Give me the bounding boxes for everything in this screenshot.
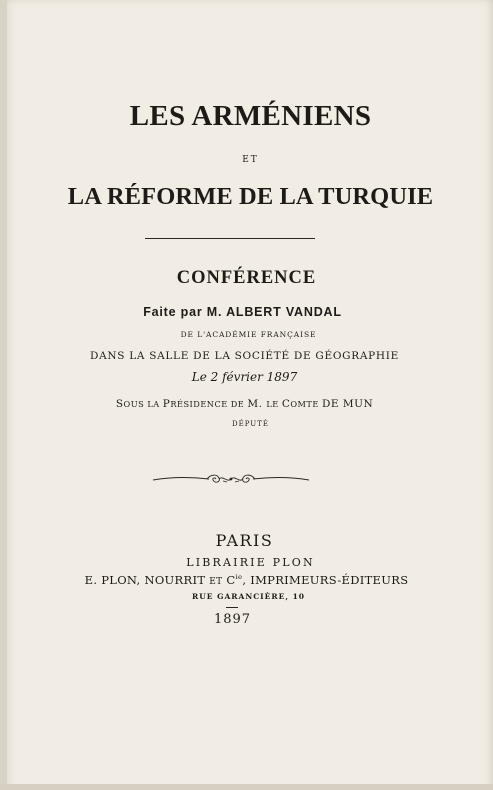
presidency-part: S bbox=[115, 398, 124, 410]
printers-part: C bbox=[222, 573, 236, 587]
imprint-address: RUE GARANCIÈRE, 10 bbox=[191, 592, 306, 601]
presidency-part: DE MUN bbox=[321, 398, 374, 410]
imprint-printers bbox=[0, 573, 493, 587]
title-conjunction: ET bbox=[242, 155, 259, 165]
printers-et: ET bbox=[209, 577, 223, 587]
imprint-city: PARIS bbox=[215, 531, 274, 550]
title-line-1: LES ARMÉNIENS bbox=[129, 100, 372, 132]
bottom-edge bbox=[0, 784, 493, 790]
presidency-role: DÉPUTÉ bbox=[232, 420, 269, 428]
author-affiliation: DE L'ACADÉMIE FRANÇAISE bbox=[180, 330, 317, 339]
title-rule bbox=[145, 238, 315, 239]
lecture-heading: CONFÉRENCE bbox=[176, 268, 317, 288]
printers-part: E. PLON, NOURRIT bbox=[84, 573, 210, 587]
presidency-part: OUS LA bbox=[123, 399, 163, 409]
imprint-publisher: LIBRAIRIE PLON bbox=[186, 556, 315, 569]
lecture-author: Faite par M. ALBERT VANDAL bbox=[143, 305, 342, 319]
presidency-part: RÉSIDENCE DE bbox=[170, 399, 248, 409]
presidency-part: P bbox=[162, 398, 171, 410]
presidency-part: C bbox=[281, 398, 291, 410]
title-line-2: LA RÉFORME DE LA TURQUIE bbox=[67, 183, 434, 210]
ornament-flourish-icon bbox=[151, 472, 311, 486]
printers-superscript: ie bbox=[235, 573, 243, 582]
lecture-date: Le 2 février 1897 bbox=[191, 370, 298, 384]
lecture-presidency bbox=[0, 398, 491, 410]
year-dash bbox=[226, 607, 238, 608]
lecture-venue: DANS LA SALLE DE LA SOCIÉTÉ DE GÉOGRAPHIE bbox=[90, 350, 399, 362]
presidency-part: M. bbox=[247, 398, 267, 410]
printers-part: , IMPRIMEURS-ÉDITEURS bbox=[242, 573, 409, 587]
presidency-part: OMTE bbox=[290, 399, 322, 409]
presidency-part: LE bbox=[266, 399, 282, 409]
imprint-year: 1897 bbox=[213, 612, 252, 627]
